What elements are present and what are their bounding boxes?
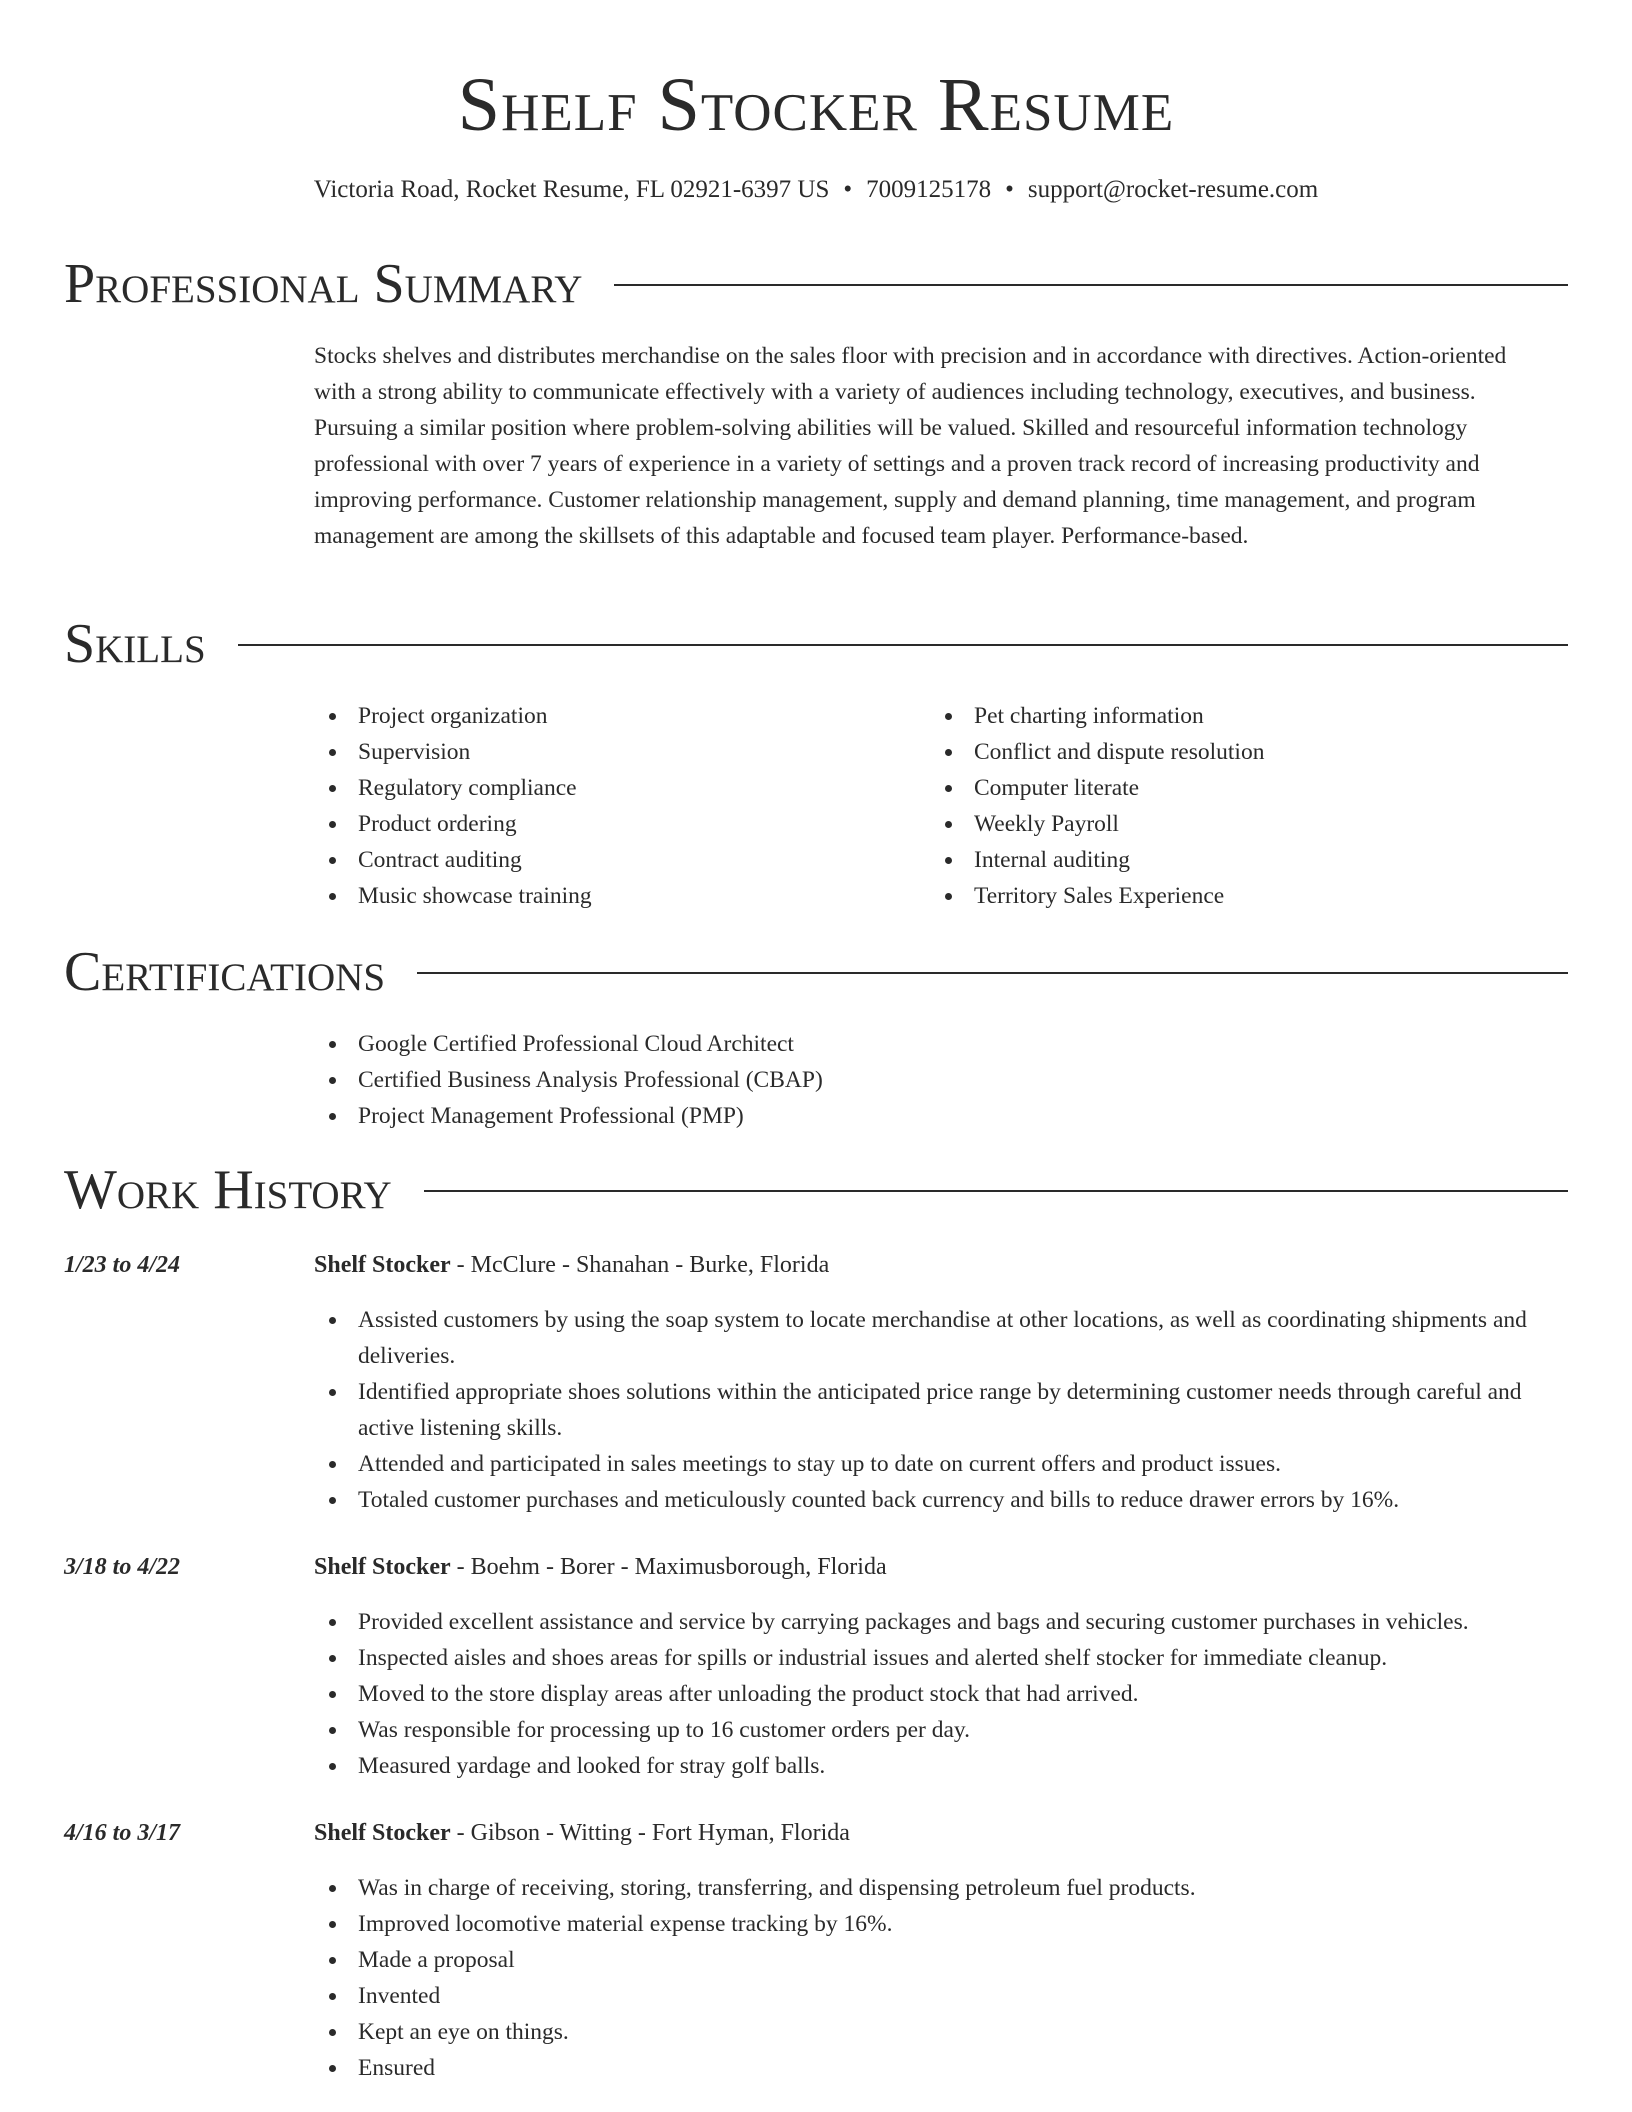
job-bullet: Moved to the store display areas after unloading the product stock that had arrived.	[314, 1676, 1564, 1712]
contact-address: Victoria Road, Rocket Resume, FL 02921-6397 US	[313, 176, 830, 203]
job-bullet: Ensured	[314, 2050, 1564, 2086]
skill-item: Music showcase training	[314, 878, 592, 914]
resume-title: Shelf Stocker Resume	[457, 63, 1175, 147]
job-bullet: Was in charge of receiving, storing, transferring, and dispensing petroleum fuel products.	[314, 1870, 1564, 1906]
certification-item: Certified Business Analysis Professional (CBAP)	[314, 1062, 823, 1098]
job-employer-location: - Gibson - Witting - Fort Hyman, Florida	[456, 1820, 850, 1846]
job-bullet: Totaled customer purchases and meticulously counted back currency and bills to reduce drawer errors by 16%.	[314, 1482, 1564, 1518]
job-bullet: Provided excellent assistance and service by carrying packages and bags and securing customer purchases in vehicles.	[314, 1604, 1564, 1640]
skills-heading: Skills	[64, 613, 206, 675]
job-bullet: Identified appropriate shoes solutions within the anticipated price range by determining customer needs through careful and active listening skills.	[314, 1374, 1564, 1446]
skill-item: Contract auditing	[314, 842, 592, 878]
certifications-heading: Certifications	[64, 941, 386, 1003]
contact-phone: 7009125178	[866, 176, 992, 203]
job-title-line	[314, 1550, 887, 1584]
contact-email: support@rocket-resume.com	[1027, 176, 1319, 203]
skills-section-header	[64, 612, 1568, 676]
job-employer-location: - McClure - Shanahan - Burke, Florida	[456, 1252, 830, 1278]
job-title: Shelf Stocker	[314, 1820, 451, 1846]
job-bullet: Made a proposal	[314, 1942, 1564, 1978]
skill-item: Weekly Payroll	[930, 806, 1264, 842]
skill-item: Conflict and dispute resolution	[930, 734, 1264, 770]
job-bullets	[314, 1604, 1564, 1784]
skills-list-right	[930, 698, 1264, 914]
certifications-list	[314, 1026, 823, 1134]
job-bullet: Was responsible for processing up to 16 customer orders per day.	[314, 1712, 1564, 1748]
summary-heading: Professional Summary	[64, 253, 583, 315]
skill-item: Territory Sales Experience	[930, 878, 1264, 914]
skill-item: Pet charting information	[930, 698, 1264, 734]
job-bullet: Kept an eye on things.	[314, 2014, 1564, 2050]
skill-item: Regulatory compliance	[314, 770, 592, 806]
skills-list-left	[314, 698, 592, 914]
job-dates: 3/18 to 4/22	[64, 1554, 181, 1580]
section-divider	[238, 644, 1568, 646]
certification-item: Project Management Professional (PMP)	[314, 1098, 823, 1134]
skill-item: Project organization	[314, 698, 592, 734]
job-title: Shelf Stocker	[314, 1252, 451, 1278]
job-bullet: Attended and participated in sales meetings to stay up to date on current offers and product issues.	[314, 1446, 1564, 1482]
job-title: Shelf Stocker	[314, 1554, 451, 1580]
summary-section-header	[64, 252, 1568, 316]
skill-item: Product ordering	[314, 806, 592, 842]
job-title-line	[314, 1248, 829, 1282]
skill-item: Internal auditing	[930, 842, 1264, 878]
skill-item: Supervision	[314, 734, 592, 770]
job-bullet: Assisted customers by using the soap system to locate merchandise at other locations, as well as coordinating shipments and deliveries.	[314, 1302, 1564, 1374]
job-bullet: Measured yardage and looked for stray golf balls.	[314, 1748, 1564, 1784]
summary-text: Stocks shelves and distributes merchandise on the sales floor with precision and in accordance with directives. Action-oriented with a strong ability to communicate effectively with a variety of audiences including technology, executives, and business. Pursuing a similar position where problem-solving abilities will be valued. Skilled and resourceful information technology professional with over 7 years of experience in a variety of settings and a proven track record of increasing productivity and improving performance. Customer relationship management, supply and demand planning, time management, and program management are among the skillsets of this adaptable and focused team player. Performance-based.	[314, 343, 1507, 549]
work-history-heading: Work History	[64, 1159, 392, 1221]
job-bullets	[314, 1870, 1564, 2086]
certification-item: Google Certified Professional Cloud Architect	[314, 1026, 823, 1062]
contact-line	[0, 174, 1632, 206]
job-dates: 1/23 to 4/24	[64, 1252, 181, 1278]
job-bullet: Improved locomotive material expense tracking by 16%.	[314, 1906, 1564, 1942]
section-divider	[417, 972, 1568, 974]
certifications-section-header	[64, 940, 1568, 1004]
job-bullet: Invented	[314, 1978, 1564, 2014]
job-title-line	[314, 1816, 850, 1850]
contact-separator: •	[1005, 176, 1014, 203]
skill-item: Computer literate	[930, 770, 1264, 806]
contact-separator: •	[843, 176, 853, 203]
job-bullet: Inspected aisles and shoes areas for spills or industrial issues and alerted shelf stocker for immediate cleanup.	[314, 1640, 1564, 1676]
job-bullets	[314, 1302, 1564, 1518]
job-dates: 4/16 to 3/17	[64, 1820, 181, 1846]
job-employer-location: - Boehm - Borer - Maximusborough, Florida	[456, 1554, 887, 1580]
work-history-section-header	[64, 1158, 1568, 1222]
section-divider	[614, 284, 1568, 286]
section-divider	[424, 1190, 1568, 1192]
